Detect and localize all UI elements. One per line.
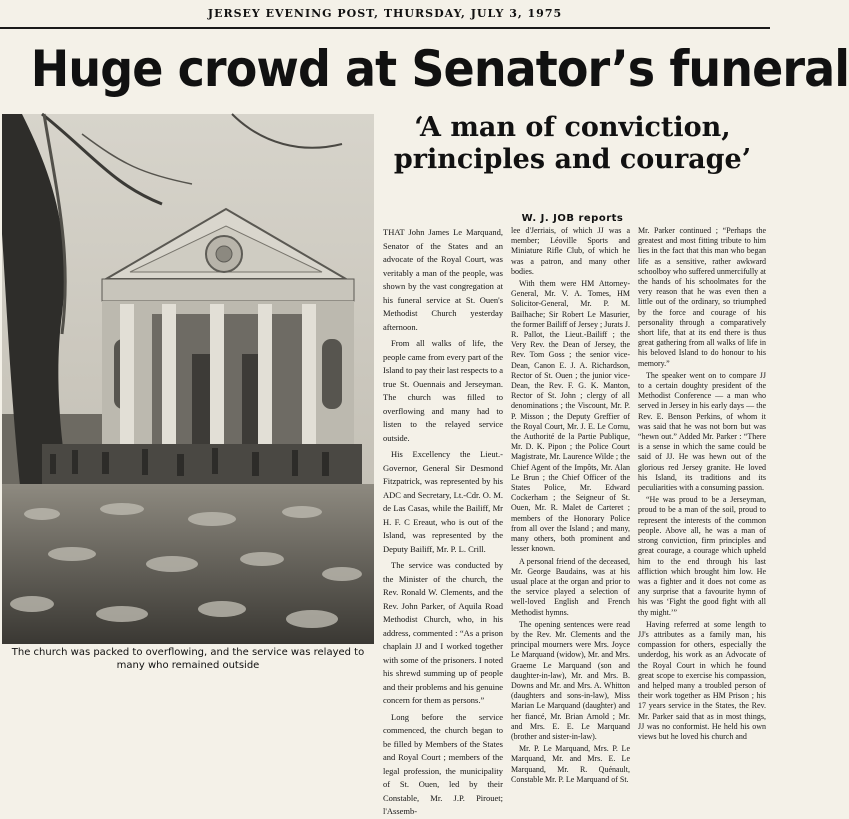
subhead-line-1: ‘A man of conviction, — [414, 112, 731, 143]
paragraph: From all walks of life, the people came from every part of the Island to pay their last respects to a true St. Ouennais and Jerseyman. The church was filled to overflowing and many had to listen to the relayed service outside. — [383, 338, 503, 443]
masthead-rule — [0, 27, 770, 29]
paragraph: Having referred at some length to JJ's attributes as a family man, his compassion for others, especially the underdog, his work as an Advocate of the Royal Court in which he found great scope to exercise his compassion, and helped many a troubled person of their work together as HM Prison ; his 17 years service in the States, the Rev. Mr. Parker said that as in most things, JJ was no conformist. He held his own views but he loved his church and — [638, 619, 766, 741]
subhead-line-2: principles and courage’ — [393, 144, 752, 175]
paragraph: lee d'Jerriais, of which JJ was a member; Léoville Sports and Miniature Rifle Club, of which he was a patron, and many other bodies. — [511, 226, 630, 276]
paragraph: THAT John James Le Marquand, Senator of the States and an advocate of the Royal Court, was veritably a man of the people, was shown by the vast congregation at his funeral service at St. Ouen's Methodist Church yesterday afternoon. — [383, 227, 503, 332]
paragraph: The service was conducted by the Minister of the church, the Rev. Ronald W. Clements, and the Rev. John Parker, of Aquila Road Methodist Church, who, in his address, commented : “As a prison chaplain JJ and I worked together with some of the prisoners. I noted his shrewd summing up of people and their problems and his genuine concern for them as persons.” — [383, 560, 503, 705]
paragraph: The opening sentences were read by the Rev. Mr. Clements and the principal mourners were Mrs. Joyce Le Marquand (widow), Mr. and Mrs. Graeme Le Marquand (son and daughter-in-law), Mr. and Mrs. B. Downs and Mr. and Mrs. A. Whitton (daughters and sons-in-law), Miss Marian Le Marquand (daughter) and her fiancé, Mr. Brian Arnold ; Mr. and Mrs. E. E. Le Marquand (brother and sister-in-law). — [511, 619, 630, 741]
paragraph: The speaker went on to compare JJ to a certain doughty president of the Methodist Conference — a man who served in Jersey in his early days — the Rev. E. Benson Perkins, of whom it was said that he was not born but was “hewn out.” Added Mr. Parker : “There is a sense in which the same could be said of JJ. He was hewn out of the glorious red Jersey granite. He loved his Island, its traditions and its peculiarities with a consuming passion. — [638, 370, 766, 493]
paragraph: “He was proud to be a Jerseyman, proud to be a man of the soil, proud to represent the interests of the common people. Above all, he was a man of strong conviction, firm principles and great courage, a courage which upheld him to the end through his last affliction which brought him low. He was a fighter and it does not come as any surprise that a favourite hymn of his was ‘Fight the good fight with all thy might.’” — [638, 495, 766, 617]
byline: W. J. JOB reports — [521, 213, 624, 224]
paragraph: A personal friend of the deceased, Mr. George Baudains, was at his usual place at the organ and prior to the service played a selection of well-loved English and French Methodist hymns. — [511, 556, 630, 617]
article-column-3 — [638, 226, 766, 741]
church-photo — [2, 114, 374, 644]
article-subhead — [380, 112, 765, 208]
paragraph: His Excellency the Lieut.-Governor, General Sir Desmond Fitzpatrick, was represented by his ADC and Secretary, Lt.-Cdr. O. M. de Las Casas, while the Bailiff, Mr H. F. C Ereaut, who is out of the Island, was represented by the Deputy Bailiff, Mr. P. L. Crill. — [383, 449, 503, 554]
paragraph: With them were HM Attorney-General, Mr. V. A. Tomes, HM Solicitor-General, Mr. P. M. Bailhache; Sir Robert Le Masurier, the former Bailiff of Jersey ; Jurats J. R. Pallot, the Lieut.-Bailiff ; the Very Rev. the Dean of Jersey, the Rev. Tom Goss ; the senior vice-Dean, Canon E. J. A. Richardson, Rector of St. Ouen ; the junior vice-Dean, the Rev. F. G. K. Manton, Rector of St. John ; clergy of all denominations ; the Viscount, Mr. P. P. Misson ; the Deputy Greffier of the Royal Court, Mr. J. E. Le Cornu, the Authorité de la Partie Publique, Mr. D. K. Pipon ; the Police Court Magistrate, Mr. Laurence Wilde ; the Chief Agent of the Impôts, Mr. Alan Le Brun ; the Chief Officer of the States Police, Mr. Edward Cockerham ; the Seigneur of St. Ouen, Mr. R. Malet de Carteret ; members of the Honorary Police from all over the Island ; and many, many others, both prominent and lesser known. — [511, 279, 630, 554]
paragraph: Mr. Parker continued ; “Perhaps the greatest and most fitting tribute to him lies in the fact that this man who began life as a sensitive, rather awkward schoolboy who suffered unmercifully at the hands of his schoolmates for the very reason that he was even then a little out of the ordinary, so triumphed by the force and courage of his personality through a comparatively short life, that at its end there is thus great gathering from all walks of life in his beloved Island to do honour to his memory.” — [638, 226, 766, 368]
paragraph: Mr. P. Le Marquand, Mrs. P. Le Marquand, Mr. and Mrs. E. Le Marquand, Mr. R. Quénault, Constable Mr. P. Le Marquand of St. — [511, 744, 630, 784]
masthead: JERSEY EVENING POST, THURSDAY, JULY 3, 1975 — [207, 7, 563, 20]
paragraph: Long before the service commenced, the church began to be filled by Members of the States and Royal Court ; members of the legal profession, the municipality of St. Ouen, led by their Constable, Mr. J.P. Pirouet; l'Assemb- — [383, 711, 503, 816]
article-column-2 — [511, 226, 630, 784]
photo-caption: The church was packed to overflowing, and the service was relayed to many who remained outside — [11, 647, 365, 671]
headline: Huge crowd at Senator’s funeral — [30, 40, 849, 98]
article-column-1 — [383, 226, 503, 816]
